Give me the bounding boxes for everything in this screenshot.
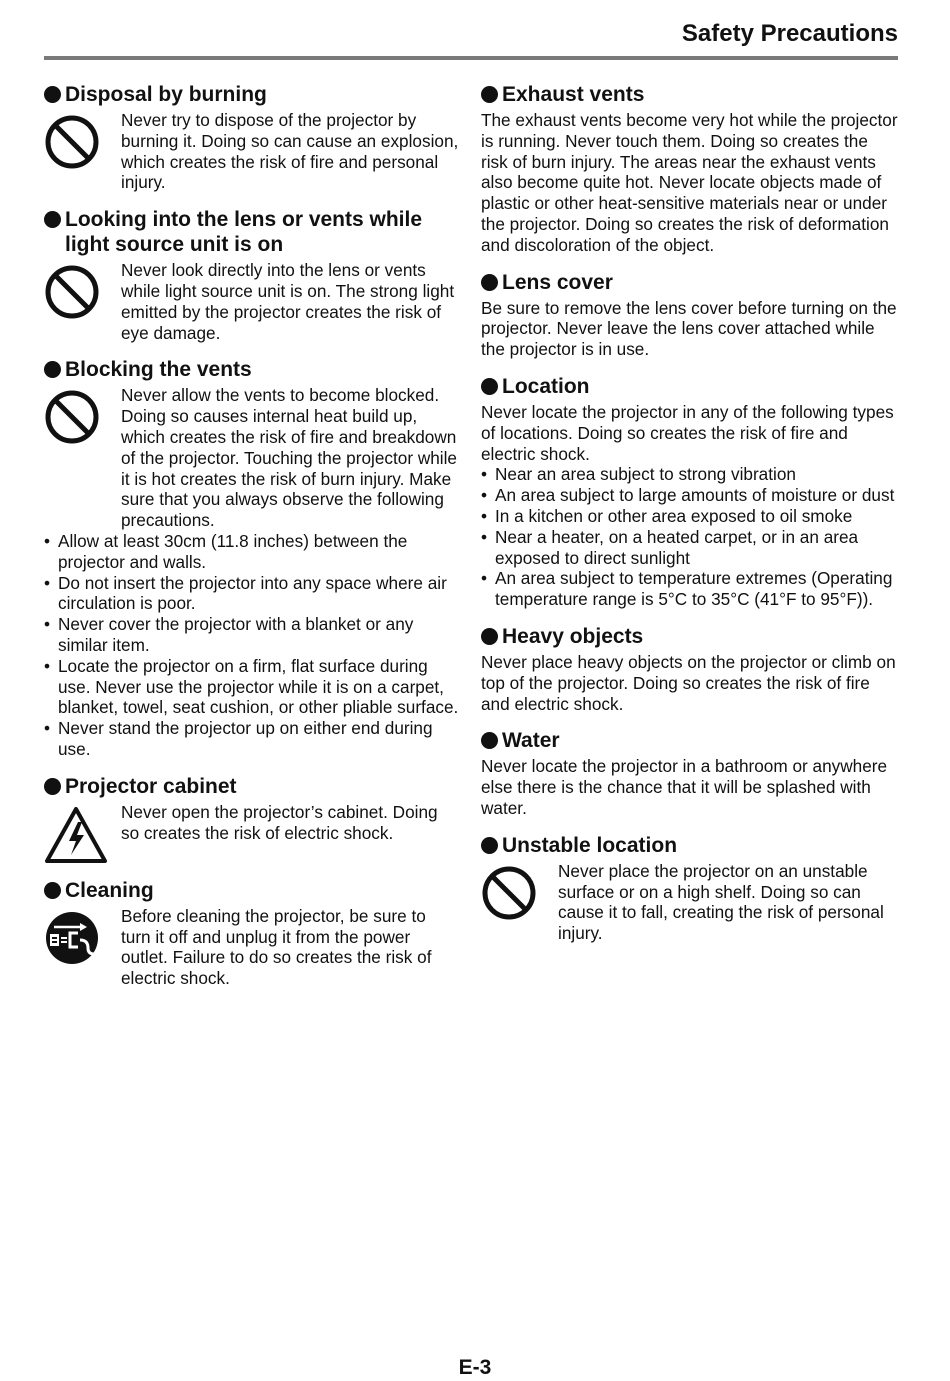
section-unstable-location xyxy=(481,833,898,944)
left-column xyxy=(44,82,460,1003)
section-text: Never allow the vents to become blocked. Doing so causes internal heat build up, which creates the risk of fire and breakdown of the projector. Touching the projector while it is hot creates the risk of burn injury. Make sure that you always observe the following precautions. xyxy=(121,385,457,531)
section-text: Never place heavy objects on the projector or climb on top of the projector. Doing so creates the risk of fire and electric shock. xyxy=(481,651,896,714)
section-heading: Heavy objects xyxy=(481,624,898,649)
section-text: Never place the projector on an unstable surface or on a high shelf. Doing so can cause it to fall, creating the risk of personal injury. xyxy=(558,860,884,944)
list-item: • Allow at least 30cm (11.8 inches) between the projector and walls. xyxy=(44,531,460,573)
unplug-icon xyxy=(44,906,121,966)
heading-bullet-icon xyxy=(481,86,498,103)
section-heading: Location xyxy=(481,374,898,399)
section-heading: Exhaust vents xyxy=(481,82,898,107)
heading-bullet-icon xyxy=(481,378,498,395)
section-text: Be sure to remove the lens cover before turning on the projector. Never leave the lens cover attached while the projector is in use. xyxy=(481,297,897,360)
heading-bullet-icon xyxy=(44,211,61,228)
right-column xyxy=(481,82,898,958)
section-heading: Looking into the lens or vents while light source unit is on xyxy=(44,207,460,257)
heading-bullet-icon xyxy=(481,274,498,291)
section-text: Never look directly into the lens or vents while light source unit is on. The strong light emitted by the projector creates the risk of eye damage. xyxy=(121,260,455,343)
page-title: Safety Precautions xyxy=(681,20,898,47)
section-lens-cover xyxy=(481,270,898,360)
heading-bullet-icon xyxy=(481,837,498,854)
section-looking xyxy=(44,207,460,343)
section-heading: Blocking the vents xyxy=(44,357,460,382)
list-item: • An area subject to large amounts of moisture or dust xyxy=(481,485,898,506)
section-heading: Cleaning xyxy=(44,878,460,903)
heading-bullet-icon xyxy=(481,732,498,749)
page-number: E-3 xyxy=(458,1356,492,1379)
section-blocking xyxy=(44,357,460,759)
section-text: Before cleaning the projector, be sure to turn it off and unplug it from the power outlet. Failure to do so creates the risk of electric shock. xyxy=(121,905,432,989)
section-heading: Water xyxy=(481,728,898,753)
section-heading: Lens cover xyxy=(481,270,898,295)
list-item: • An area subject to temperature extremes (Operating temperature range is 5°C to 35°C (41°F to 95°F)). xyxy=(481,568,898,610)
heading-bullet-icon xyxy=(44,86,61,103)
electric-shock-warning-icon xyxy=(44,802,121,864)
heading-bullet-icon xyxy=(44,778,61,795)
section-exhaust xyxy=(481,82,898,256)
heading-bullet-icon xyxy=(481,628,498,645)
section-text: The exhaust vents become very hot while the projector is running. Never touch them. Doing so creates the risk of burn injury. The areas near the exhaust vents also become quite hot. Never locate objects made of plastic or other heat-sensitive materials near or under the projector. Doing so creates the risk of deformation and discoloration of the object. xyxy=(481,110,898,255)
list-item: • Never stand the projector up on either end during use. xyxy=(44,718,460,760)
heading-bullet-icon xyxy=(44,361,61,378)
header-divider xyxy=(44,56,898,60)
list-item: • Near an area subject to strong vibration xyxy=(481,464,898,485)
prohibition-icon xyxy=(44,110,121,170)
section-cabinet xyxy=(44,774,460,864)
section-text: Never locate the projector in a bathroom or anywhere else there is the chance that it will be splashed with water. xyxy=(481,756,888,818)
section-location xyxy=(481,374,898,610)
section-heading: Unstable location xyxy=(481,833,898,858)
list-item: • Near a heater, on a heated carpet, or in an area exposed to direct sunlight xyxy=(481,527,898,569)
list-item: • Do not insert the projector into any space where air circulation is poor. xyxy=(44,573,460,615)
section-water xyxy=(481,728,898,818)
section-heading: Disposal by burning xyxy=(44,82,460,107)
prohibition-icon xyxy=(44,260,121,320)
list-item: • In a kitchen or other area exposed to oil smoke xyxy=(481,506,898,527)
section-text: Never try to dispose of the projector by burning it. Doing so can cause an explosion, which creates the risk of fire and personal injury. xyxy=(121,110,459,193)
section-text: Never locate the projector in any of the following types of locations. Doing so creates the risk of fire and electric shock. xyxy=(481,401,894,464)
section-heavy-objects xyxy=(481,624,898,714)
precaution-list xyxy=(44,531,460,760)
heading-bullet-icon xyxy=(44,882,61,899)
section-cleaning xyxy=(44,878,460,989)
prohibition-icon xyxy=(44,385,121,445)
list-item: • Never cover the projector with a blanket or any similar item. xyxy=(44,614,460,656)
location-list xyxy=(481,464,898,610)
prohibition-icon xyxy=(481,861,558,921)
section-disposal xyxy=(44,82,460,193)
section-heading: Projector cabinet xyxy=(44,774,460,799)
section-text: Never open the projector’s cabinet. Doing so creates the risk of electric shock. xyxy=(121,801,438,843)
list-item: • Locate the projector on a firm, flat surface during use. Never use the projector while it is on a carpet, blanket, towel, seat cushion, or other pliable surface. xyxy=(44,656,460,718)
